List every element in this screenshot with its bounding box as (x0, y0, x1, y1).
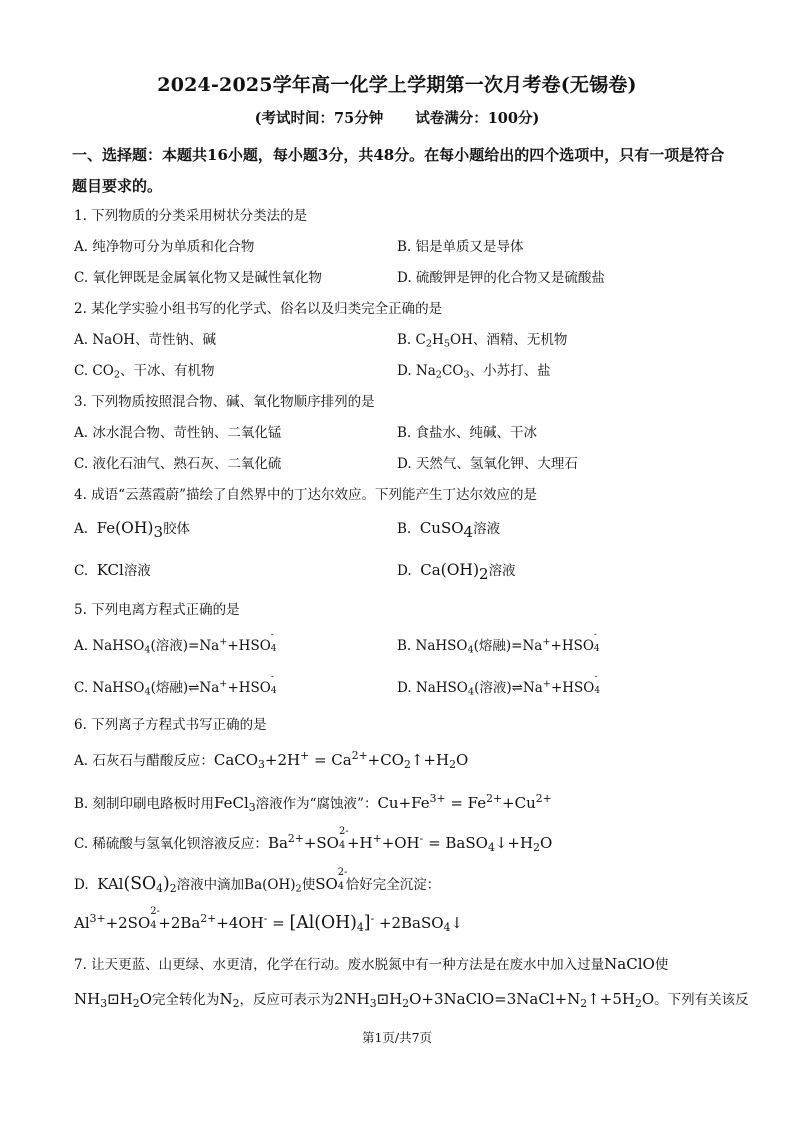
q7-stem-line2: $NH_3⊡H_2O$完全转化为$N_2$，反应可表示为$2NH_3⊡H_2O+3NaClO=3NaCl+N_2↑+5H_2O$。下列有关该反 (74, 990, 749, 1011)
q7-stem-line1: 7. 让天更蓝、山更绿、水更清，化学在行动。废水脱氮中有一种方法是在废水中加入过量NaClO使 (74, 955, 669, 973)
q4-option-a[interactable]: A. $Fe(OH)_3$胶体 (74, 519, 191, 542)
q5-stem: 5. 下列电离方程式正确的是 (74, 602, 240, 618)
q6-option-d-equation: $Al^{3+}+2SO$ 2- 4 $+2Ba^{2+}+4OH^- = [Al(OH)_4]^-$ +2BaSO$_4$↓ (74, 906, 464, 935)
q1-stem: 1. 下列物质的分类采用树状分类法的是 (74, 208, 308, 224)
q2-option-c[interactable]: C. $CO_2$、干冰、有机物 (74, 363, 215, 381)
q1-option-c[interactable]: C. 氧化钾既是金属氧化物又是碱性氧化物 (74, 270, 322, 286)
q4-option-d[interactable]: D. $Ca(OH)_2$溶液 (397, 561, 516, 584)
q1-option-a[interactable]: A. 纯净物可分为单质和化合物 (74, 239, 255, 255)
q1-option-b[interactable]: B. 铝是单质又是导体 (397, 239, 524, 255)
q4-option-b[interactable]: B. CuSO$_4$溶液 (397, 519, 501, 542)
q5-option-a[interactable]: A. NaHSO$_4$(溶液)=Na++HSO - 4 (74, 629, 277, 656)
exam-score: 试卷满分：100分) (415, 110, 540, 127)
q6-option-d[interactable]: D. $KAl(SO_4)_2$溶液中滴加$Ba(OH)_2$使SO 2- 4 恰好完全沉淀： (74, 867, 441, 896)
q3-option-d[interactable]: D. 天然气、氢氧化钾、大理石 (397, 456, 578, 472)
q2-stem: 2. 某化学实验小组书写的化学式、俗名以及归类完全正确的是 (74, 301, 443, 317)
q3-option-b[interactable]: B. 食盐水、纯碱、干冰 (397, 425, 538, 441)
q5-option-b[interactable]: B. NaHSO$_4$(熔融)=Na++HSO - 4 (397, 629, 600, 656)
q2-option-b[interactable]: B. $C_2H_5OH$、酒精、无机物 (397, 332, 568, 350)
q4-option-c[interactable]: C. KCl溶液 (74, 561, 151, 579)
q6-option-b[interactable]: B. 刻制印刷电路板时用FeCl$_3$溶液作为“腐蚀液”：$Cu+Fe^{3+} = Fe^{2+}+Cu^{2+}$ (74, 792, 552, 815)
q1-option-d[interactable]: D. 硫酸钾是钾的化合物又是硫酸盐 (397, 270, 605, 286)
exam-subtitle (0, 107, 794, 128)
q3-option-a[interactable]: A. 冰水混合物、苛性钠、二氧化锰 (74, 425, 282, 441)
q6-option-a[interactable]: A. 石灰石与醋酸反应：CaCO$_3$+2H+ = $Ca^{2+}+CO_2↑+H_2O$ (74, 749, 469, 772)
exam-title: 2024-2025学年高一化学上学期第一次月考卷(无锡卷) (157, 74, 637, 96)
exam-time: (考试时间：75分钟 (254, 110, 384, 127)
q3-stem: 3. 下列物质按照混合物、碱、氧化物顺序排列的是 (74, 394, 375, 410)
q6-stem: 6. 下列离子方程式书写正确的是 (74, 717, 267, 733)
section-heading: 一、选择题：本题共16小题，每小题3分，共48分。在每小题给出的四个选项中，只有一项是符合题目要求的。 (72, 146, 725, 195)
q6-option-c[interactable]: C. 稀硫酸与氢氧化钡溶液反应：$Ba^{2+}+SO$ 2- 4 $+H^++OH^- = BaSO_4↓+H_2O$ (74, 826, 553, 855)
q5-option-d[interactable]: D. NaHSO$_4$(溶液)⇌Na++HSO - 4 (397, 671, 601, 698)
q2-option-d[interactable]: D. $Na_2CO_3$、小苏打、盐 (397, 363, 551, 381)
q3-option-c[interactable]: C. 液化石油气、熟石灰、二氧化硫 (74, 456, 282, 472)
q4-stem: 4. 成语“云蒸霞蔚”描绘了自然界中的丁达尔效应。下列能产生丁达尔效应的是 (74, 487, 537, 503)
page-footer: 第1页/共7页 (361, 1030, 433, 1045)
q2-option-a[interactable]: A. NaOH、苛性钠、碱 (74, 332, 217, 348)
q5-option-c[interactable]: C. NaHSO$_4$(熔融)⇌Na++HSO - 4 (74, 671, 277, 698)
